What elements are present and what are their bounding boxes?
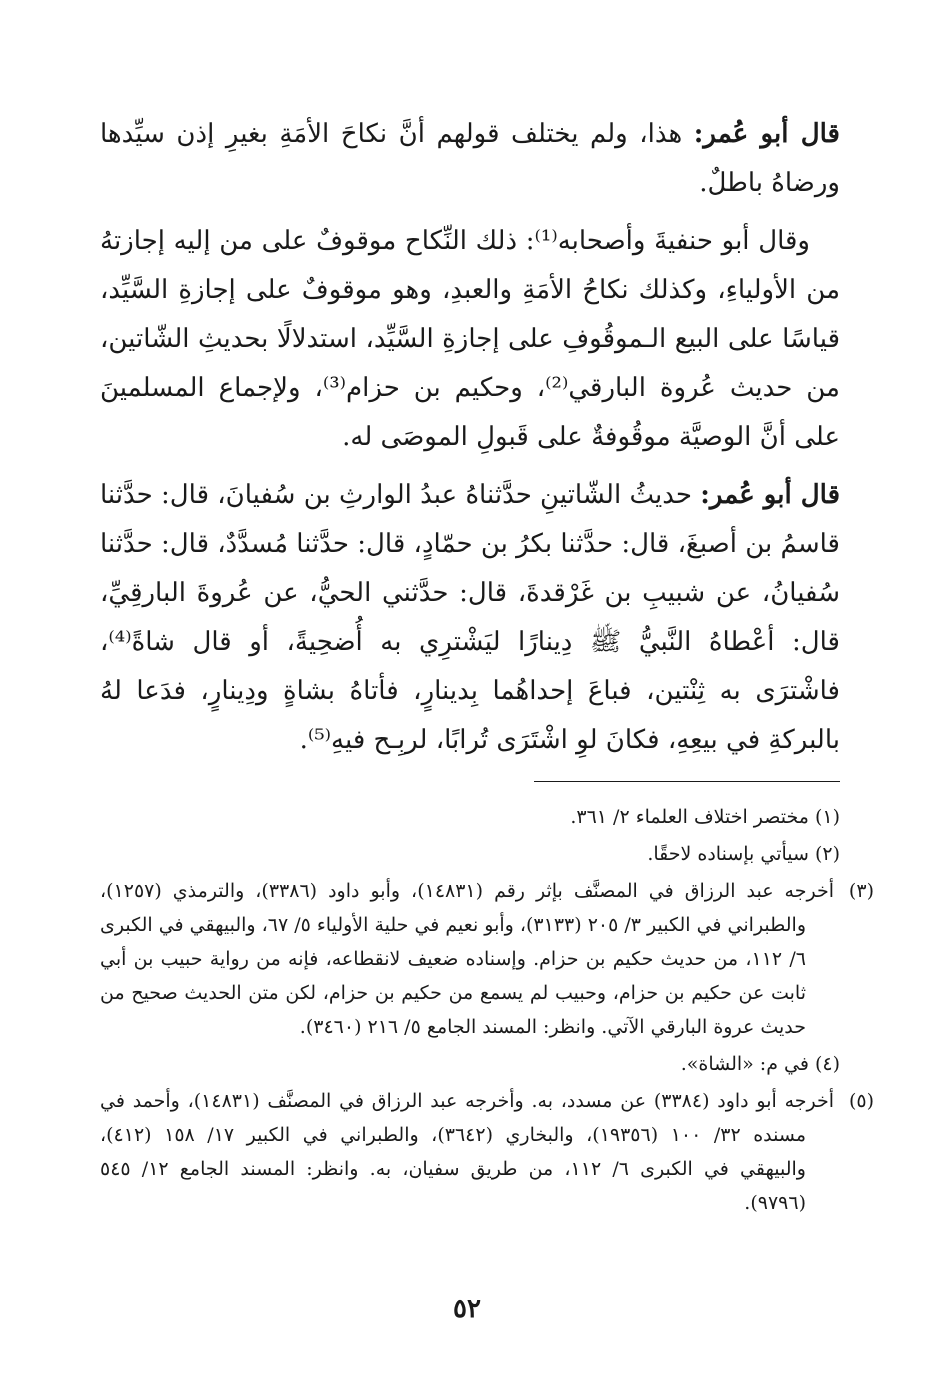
footnotes bbox=[100, 800, 875, 1220]
footnote-text: في م: «الشاة». bbox=[680, 1053, 809, 1075]
footnote-divider bbox=[534, 781, 840, 782]
paragraph-text: حديثُ الشّاتينِ حدَّثناهُ عبدُ الوارثِ بن سُفيانَ، قال: حدَّثنا قاسمُ بن أصبغَ، قال: حدَّثنا بكرُ بن حمّادٍ، قال: حدَّثنا مُسدَّدٌ، قال: حدَّثنا سُفيانُ، عن شبيبِ بن غَرْقدةَ، قال: حدَّثني الحيُّ، عن عُروةَ البارقِيِّ، قال: أعْطاهُ النَّبيُّ ﷺ دِينارًا ليَشْترِي به أُضحِيةً، أو قال شاةً⁽⁴⁾، فاشْترَى به ثِنْتين، فباعَ إحداهُما بِدينارٍ، فأتاهُ بشاةٍ ودِينارٍ، فدَعا لهُ بالبركةِ في بيعِهِ، فكانَ لوِ اشْتَرَى تُرابًا، لربِـح فيهِ⁽⁵⁾. bbox=[100, 480, 840, 755]
paragraph-1 bbox=[100, 110, 840, 208]
footnote-text: أخرجه عبد الرزاق في المصنَّف بإثر رقم (١٤٨٣١)، وأبو داود (٣٣٨٦)، والترمذي (١٢٥٧)، والطبراني في الكبير ٣/ ٢٠٥ (٣١٣٣)، وأبو نعيم في حلية الأولياء ٥/ ٦٧، والبيهقي في الكبرى ٦/ ١١٢، من حديث حكيم بن حزام. وإسناده ضعيف لانقطاعه، فإنه من رواية حبيب بن أبي ثابت عن حكيم بن حزام، وحبيب لم يسمع من حكيم بن حزام، لكن متن الحديث صحيح من حديث عروة البارقي الآتي. وانظر: المسند الجامع ٥/ ٢١٦ (٣٤٦٠). bbox=[100, 880, 834, 1038]
footnote-3: (٣)أخرجه عبد الرزاق في المصنَّف بإثر رقم (١٤٨٣١)، وأبو داود (٣٣٨٦)، والترمذي (١٢٥٧)، والطبراني في الكبير ٣/ ٢٠٥ (٣١٣٣)، وأبو نعيم في حلية الأولياء ٥/ ٦٧، والبيهقي في الكبرى ٦/ ١١٢، من حديث حكيم بن حزام. وإسناده ضعيف لانقطاعه، فإنه من رواية حبيب بن أبي ثابت عن حكيم بن حزام، وحبيب لم يسمع من حكيم بن حزام، لكن متن الحديث صحيح من حديث عروة البارقي الآتي. وانظر: المسند الجامع ٥/ ٢١٦ (٣٤٦٠). bbox=[100, 880, 874, 1038]
footnote-number: (٤) bbox=[814, 1053, 840, 1075]
footnote-number: (١) bbox=[814, 806, 840, 828]
paragraph-2 bbox=[100, 217, 840, 462]
footnote-4 bbox=[100, 1047, 840, 1081]
footnote-5: (٥)أخرجه أبو داود (٣٣٨٤) عن مسدد، به. وأخرجه عبد الرزاق في المصنَّف (١٤٨٣١)، وأحمد في مسنده ٣٢/ ١٠٠ (١٩٣٥٦)، والبخاري (٣٦٤٢)، والطبراني في الكبير ١٧/ ١٥٨ (٤١٢)، والبيهقي في الكبرى ٦/ ١١٢، من طريق سفيان، به. وانظر: المسند الجامع ١٢/ ٥٤٥ (٩٧٩٦). bbox=[100, 1090, 875, 1214]
page-body bbox=[100, 110, 875, 1223]
paragraph-text: وقال أبو حنفيةَ وأصحابه⁽¹⁾: ذلك النِّكاح موقوفٌ على من إليه إجازتهُ من الأولياءِ، وكذلك نكاحُ الأمَةِ والعبدِ، وهو موقوفٌ على إجازةِ السَّيِّد، قياسًا على البيع الـموقُوفِ على إجازةِ السَّيِّد، استدلالًا بحديثِ الشّاتين، من حديث عُروة البارقي⁽²⁾، وحكيم بن حزام⁽³⁾، ولإجماع المسلمينَ على أنَّ الوصيَّة موقُوفةٌ على قَبولِ الموصَى له. bbox=[100, 226, 840, 452]
footnote-number: (٢) bbox=[814, 843, 840, 865]
footnote-1 bbox=[100, 800, 840, 834]
page-number: ٥٢ bbox=[453, 1294, 481, 1324]
footnote-text: مختصر اختلاف العلماء ٢/ ٣٦١. bbox=[570, 806, 809, 828]
speaker-label: قال أبو عُمر: bbox=[700, 480, 840, 510]
main-text bbox=[100, 110, 840, 765]
footnote-2 bbox=[100, 837, 840, 871]
footnote-text: سيأتي بإسناده لاحقًا. bbox=[647, 843, 809, 865]
paragraph-text: هذا، ولم يختلف قولهم أنَّ نكاحَ الأمَةِ بغيرِ إذن سيِّدها ورضاهُ باطلٌ. bbox=[100, 119, 840, 198]
paragraph-3 bbox=[100, 471, 840, 765]
speaker-label: قال أبو عُمر: bbox=[693, 119, 840, 149]
footnote-text: أخرجه أبو داود (٣٣٨٤) عن مسدد، به. وأخرجه عبد الرزاق في المصنَّف (١٤٨٣١)، وأحمد في مسنده ٣٢/ ١٠٠ (١٩٣٥٦)، والبخاري (٣٦٤٢)، والطبراني في الكبير ١٧/ ١٥٨ (٤١٢)، والبيهقي في الكبرى ٦/ ١١٢، من طريق سفيان، به. وانظر: المسند الجامع ١٢/ ٥٤٥ (٩٧٩٦). bbox=[100, 1090, 835, 1214]
